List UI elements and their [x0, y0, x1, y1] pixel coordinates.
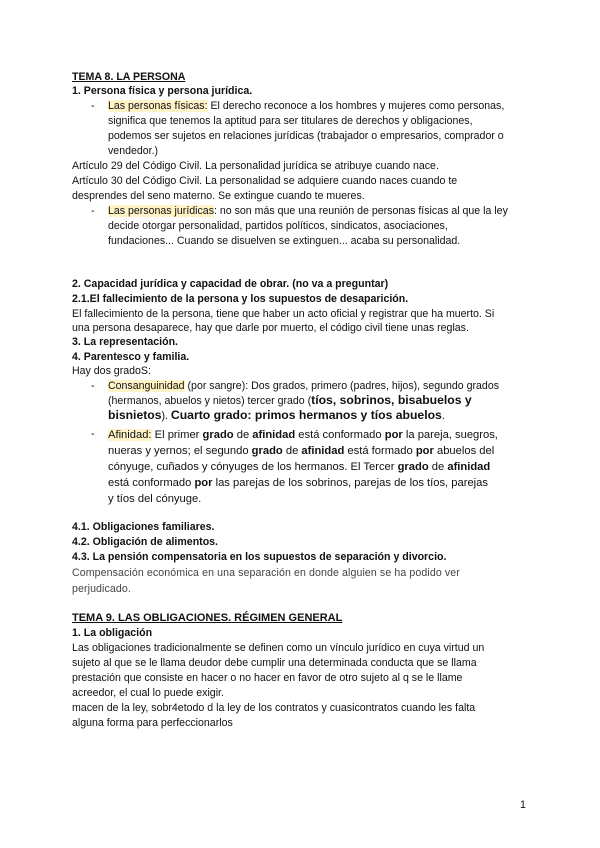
section-2-1-heading: 2.1.El fallecimiento de la persona y los supuestos de desaparición.	[72, 293, 409, 305]
personas-fisicas-line-1: Las personas físicas: El derecho reconoce a los hombres y mujeres como personas,	[108, 100, 505, 112]
page-number: 1	[520, 799, 526, 811]
obligacion-line-3: prestación que consiste en hacer o no hacer en favor de otro sujeto al q se le llame	[72, 672, 463, 684]
obligacion-line-6: alguna forma para perfeccionarlos	[72, 717, 233, 729]
obligacion-line-2: sujeto al que se le llama deudor debe cumplir una determinada conducta que se llama	[72, 657, 477, 669]
afinidad-line-2: nueras y yernos; el segundo grado de afinidad está formado por abuelos del	[108, 445, 495, 457]
section-2-1-line-2: una persona desaparece, hay que darle por muerto, el código civil tiene unas reglas.	[72, 322, 469, 334]
section-3-heading: 3. La representación.	[72, 336, 178, 348]
bullet-marker: -	[91, 380, 95, 392]
section-4-3-heading: 4.3. La pensión compensatoria en los supuestos de separación y divorcio.	[72, 551, 447, 563]
articulo-29: Artículo 29 del Código Civil. La personalidad jurídica se atribuye cuando nace.	[72, 160, 439, 172]
personas-fisicas-term: Las personas físicas:	[108, 100, 208, 112]
bullet-marker: -	[91, 205, 95, 217]
section-4-3-line-2: perjudicado.	[72, 583, 131, 595]
tema9-section-1-heading: 1. La obligación	[72, 627, 153, 639]
section-4-intro: Hay dos gradoS:	[72, 365, 151, 377]
articulo-30-line-1: Artículo 30 del Código Civil. La personalidad se adquiere cuando naces cuando te	[72, 175, 458, 187]
afinidad-line-5: y tíos del cónyuge.	[108, 493, 202, 505]
personas-fisicas-line-2: significa que tenemos la aptitud para ser titulares de derechos y obligaciones,	[108, 115, 473, 127]
section-4-3-line-1: Compensación económica en una separación en donde alguien se ha podido ver	[72, 567, 460, 579]
section-2-heading: 2. Capacidad jurídica y capacidad de obrar. (no va a preguntar)	[72, 278, 389, 290]
personas-juridicas-line-2: decide otorgar personalidad, partidos políticos, sindicatos, asociaciones,	[108, 220, 448, 232]
obligacion-line-5: macen de la ley, sobr4etodo d la ley de los contratos y cuasicontratos cuando les falta	[72, 702, 476, 714]
section-2-1-line-1: El fallecimiento de la persona, tiene que haber un acto oficial y registrar que ha muerto. Si	[72, 308, 495, 320]
section-1-heading: 1. Persona física y persona jurídica.	[72, 85, 253, 97]
section-4-1-heading: 4.1. Obligaciones familiares.	[72, 521, 215, 533]
section-4-2-heading: 4.2. Obligación de alimentos.	[72, 536, 218, 548]
afinidad-line-3: cónyuge, cuñados y cónyuges de los hermanos. El Tercer grado de afinidad	[108, 461, 491, 473]
obligacion-line-4: acreedor, el cual lo puede exigir.	[72, 687, 224, 699]
consanguinidad-line-3: bisnietos). Cuarto grado: primos hermanos y tíos abuelos.	[108, 408, 445, 422]
consanguinidad-line-2: (hermanos, abuelos y nietos) tercer grado (tíos, sobrinos, bisabuelos y	[108, 393, 472, 407]
afinidad-line-4: está conformado por las parejas de los sobrinos, parejas de los tíos, parejas	[108, 477, 488, 489]
personas-juridicas-line-3: fundaciones... Cuando se disuelven se extinguen... acaba su personalidad.	[108, 235, 461, 247]
consanguinidad-line-1: Consanguinidad (por sangre): Dos grados, primero (padres, hijos), segundo grados	[108, 380, 500, 392]
bullet-marker: -	[91, 100, 95, 112]
bullet-marker: -	[91, 428, 95, 440]
tema8-title: TEMA 8. LA PERSONA	[72, 71, 186, 83]
personas-juridicas-line-1: Las personas jurídicas: no son más que una reunión de personas físicas al que la ley	[108, 205, 508, 217]
personas-fisicas-line-3: podemos ser sujetos en relaciones jurídicas (trabajador o empresarios, comprador o	[108, 130, 504, 142]
afinidad-line-1: Afinidad: El primer grado de afinidad está conformado por la pareja, suegros,	[108, 429, 498, 441]
personas-juridicas-term: Las personas jurídicas	[108, 205, 214, 217]
tema9-title: TEMA 9. LAS OBLIGACIONES. RÉGIMEN GENERAL	[72, 612, 343, 624]
afinidad-term: Afinidad:	[108, 429, 152, 441]
consanguinidad-term: Consanguinidad	[108, 380, 185, 392]
articulo-30-line-2: desprendes del seno materno. Se extingue cuando te mueres.	[72, 190, 365, 202]
personas-fisicas-line-4: vendedor.)	[108, 145, 159, 157]
section-4-heading: 4. Parentesco y familia.	[72, 351, 190, 363]
obligacion-line-1: Las obligaciones tradicionalmente se definen como un vínculo jurídico en cuya virtud un	[72, 642, 485, 654]
